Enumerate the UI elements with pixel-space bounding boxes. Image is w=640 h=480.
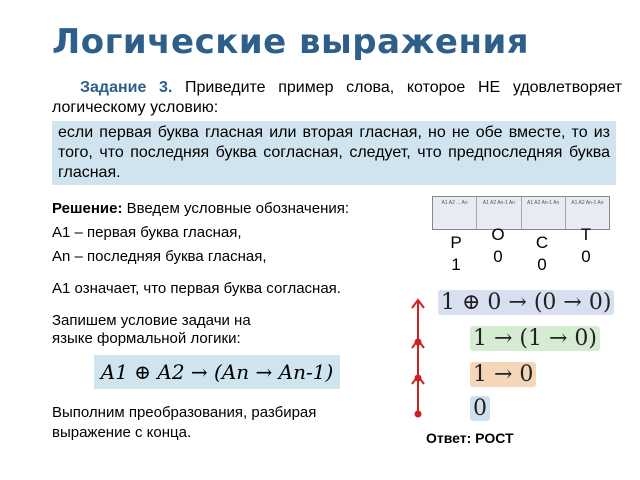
solution-intro: Введем условные обозначения:: [126, 200, 350, 217]
letter-columns: [448, 225, 608, 292]
step-2-expr: 1 → (1 → 0): [470, 326, 600, 351]
step-3: [470, 362, 536, 387]
solution-line-3: A1 означает, что первая буква согласная.: [52, 280, 341, 297]
col-4: [578, 224, 594, 268]
col-3-letter: С: [535, 233, 549, 252]
solution-block: [52, 200, 412, 348]
step-2: [470, 326, 600, 351]
solution-line-1: A1 – первая буква гласная,: [52, 224, 242, 241]
solution-line-2: An – последняя буква гласная,: [52, 248, 267, 265]
table-header-4: A1 A2 An-1 An: [571, 200, 604, 206]
formula-box: A1 ⊕ A2 → (An → An-1): [94, 355, 340, 389]
step-3-expr: 1 → 0: [470, 362, 536, 387]
step-1-expr: 1 ⊕ 0 → (0 → 0): [438, 290, 614, 315]
task-label: Задание 3.: [80, 79, 173, 96]
col-1-letter: Р: [450, 233, 462, 252]
col-2-letter: О: [491, 225, 505, 244]
transform-text: Выполним преобразования, разбирая выражение с конца.: [52, 404, 317, 441]
solution-write: Запишем условие задачи на языке формальной логики:: [52, 312, 251, 347]
col-3: [534, 232, 550, 276]
task-body: Приведите пример слова, которое НЕ удовлетворяет логическому условию:: [52, 79, 623, 116]
table-header-3: A1 A2 An-1 An: [522, 197, 566, 229]
task-text: [52, 78, 622, 118]
col-1: [448, 232, 464, 276]
table-header-2: A1 A2 An-1 An: [477, 197, 521, 229]
col-2: [490, 224, 506, 268]
condition-box: если первая буква гласная или вторая гласная, но не обе вместе, то из того, что последняя буква согласная, следует, что предпоследняя буква гласная.: [52, 121, 616, 185]
arrow-dot-3: [415, 411, 422, 418]
col-1-value: 1: [451, 255, 461, 274]
page-title: Логические выражения: [52, 22, 530, 62]
answer-text: Ответ: РОСТ: [426, 430, 514, 446]
col-3-value: 0: [537, 255, 547, 274]
col-4-value: 0: [581, 247, 591, 266]
col-4-letter: Т: [580, 225, 592, 244]
step-4: [470, 396, 490, 421]
table-header-1: A1 A2 ... An: [433, 197, 477, 229]
solution-label: Решение:: [52, 200, 123, 217]
step-1: [438, 290, 614, 315]
step-4-expr: 0: [470, 396, 490, 421]
col-2-value: 0: [493, 247, 503, 266]
